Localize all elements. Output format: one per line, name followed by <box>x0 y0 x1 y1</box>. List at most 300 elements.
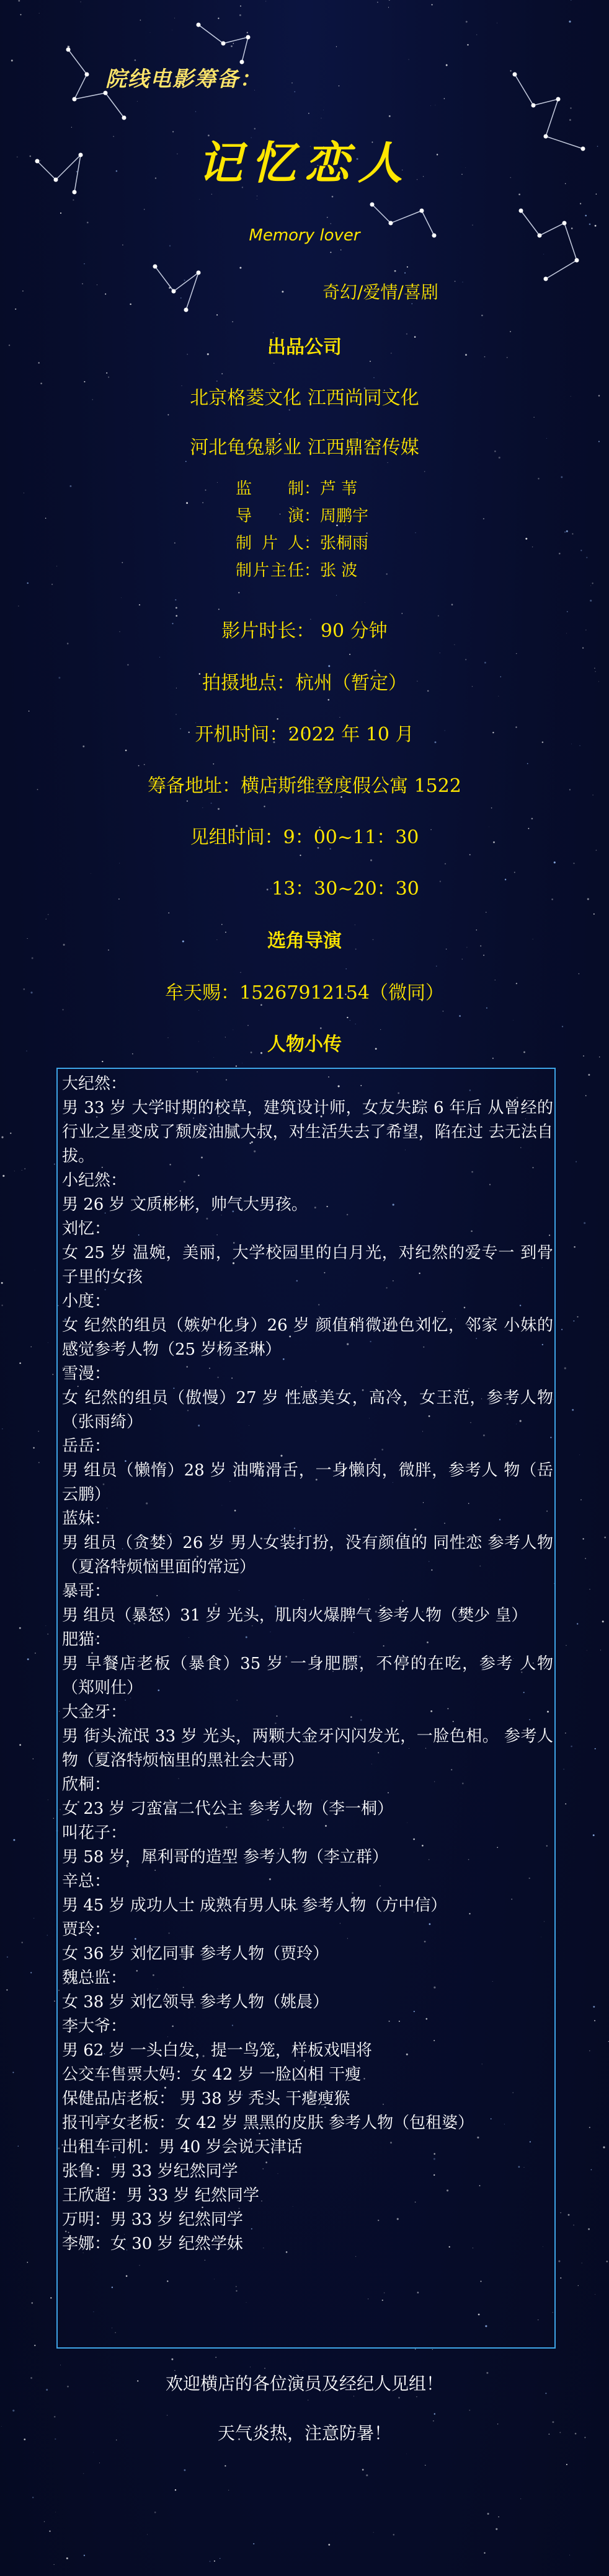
star <box>84 2555 85 2556</box>
bio-item <box>62 1700 553 1773</box>
star <box>184 279 185 281</box>
bio-item <box>62 2232 553 2256</box>
star <box>347 1017 348 1018</box>
star <box>144 764 145 765</box>
star <box>445 863 446 864</box>
bio-text: 男 早餐店老板（暴食）35 岁 一身肥膘，不停的在吃，参考 人物（郑则仕） <box>62 1655 553 1697</box>
star <box>373 377 374 378</box>
star <box>33 1918 34 1919</box>
star <box>484 2552 485 2554</box>
bio-item <box>62 2111 553 2135</box>
star <box>484 662 486 664</box>
bio-name: 欣桐： <box>62 1775 111 1794</box>
bio-text: 保健品店老板： 男 38 岁 秃头 干瘪瘦猴 <box>62 2090 350 2108</box>
star <box>15 309 16 310</box>
star <box>586 557 587 558</box>
star <box>538 478 539 479</box>
star <box>389 115 391 117</box>
bio-text: 出租车司机：男 40 岁会说天津话 <box>62 2138 303 2156</box>
star <box>14 1171 15 1172</box>
bio-name: 雪漫： <box>62 1365 111 1383</box>
star <box>169 245 171 247</box>
credit-role: 制片主任 <box>236 561 304 580</box>
company-line-1: 北京格菱文化 江西尚同文化 <box>190 387 419 409</box>
star <box>572 1409 574 1411</box>
star <box>168 912 169 913</box>
credit-sep: ： <box>304 534 321 553</box>
star <box>590 600 592 602</box>
star <box>211 802 212 804</box>
star <box>187 801 188 802</box>
star <box>561 476 562 478</box>
bio-text: 报刊亭女老板：女 42 岁 黑黑的皮肤 参考人物（包租婆） <box>62 2114 474 2132</box>
constellation-star <box>73 97 77 102</box>
star <box>492 1058 494 1059</box>
star <box>213 763 214 765</box>
star <box>393 2534 394 2535</box>
star <box>130 304 131 306</box>
star <box>387 462 388 463</box>
star <box>30 1972 32 1973</box>
star <box>240 6 241 7</box>
star <box>580 1500 582 1501</box>
star <box>386 573 388 574</box>
star <box>38 1462 40 1463</box>
star <box>589 2127 590 2128</box>
bio-name: 小纪然： <box>62 1171 127 1190</box>
star <box>466 21 468 23</box>
star <box>60 213 61 214</box>
star <box>69 485 71 487</box>
star <box>264 806 265 807</box>
star <box>593 913 595 915</box>
star <box>6 1989 7 1990</box>
constellation-star <box>85 73 89 77</box>
star <box>127 664 128 666</box>
bio-text: 男 组员（暴怒）31 岁 光头，肌肉火爆脾气 参考人物（樊少 皇） <box>62 1606 528 1625</box>
star <box>199 199 200 200</box>
star <box>589 223 591 225</box>
constellation-star <box>575 258 579 263</box>
star <box>527 763 528 764</box>
star <box>54 1164 55 1165</box>
star <box>487 2513 489 2515</box>
star <box>573 2225 574 2226</box>
star <box>54 2416 56 2418</box>
bio-item <box>62 2015 553 2063</box>
star <box>446 64 448 66</box>
meeting-time-morning: 见组时间：9：00~11：30 <box>190 827 419 848</box>
star <box>80 1 81 2</box>
bio-text: 李娜：女 30 岁 纪然学妹 <box>62 2235 243 2253</box>
constellation-star <box>420 209 424 213</box>
star <box>250 2367 251 2368</box>
bio-text: 女 纪然的组员（嫉妒化身）26 岁 颜值稍微逊色刘忆，邻家 小妹的感觉参考人物（25 岁杨圣琳） <box>62 1316 553 1359</box>
star <box>339 717 340 718</box>
star <box>33 1447 34 1448</box>
footer-reminder: 天气炎热，注意防暑！ <box>217 2423 391 2443</box>
footer-welcome: 欢迎横店的各位演员及经纪人见组！ <box>165 2373 443 2394</box>
star <box>44 2521 45 2522</box>
star <box>568 2214 570 2216</box>
star <box>38 362 40 363</box>
star <box>239 14 241 16</box>
star <box>328 665 330 667</box>
star <box>53 1818 54 1819</box>
star <box>554 861 556 863</box>
bio-item <box>62 2208 553 2232</box>
constellation-star <box>544 277 548 281</box>
star <box>221 373 223 374</box>
star <box>516 653 517 654</box>
star <box>588 1074 590 1076</box>
star <box>332 196 334 198</box>
star <box>66 2557 68 2559</box>
bio-name: 蓝妹： <box>62 1510 111 1528</box>
constellation-star <box>153 265 158 269</box>
star <box>584 1222 585 1224</box>
star <box>49 2531 50 2532</box>
star <box>562 1026 563 1027</box>
star <box>135 59 136 61</box>
bio-item <box>62 1362 553 1435</box>
bio-item <box>62 1628 553 1700</box>
star <box>22 291 24 292</box>
constellation-line <box>155 266 198 310</box>
star <box>559 553 561 555</box>
star <box>564 532 566 533</box>
star <box>454 644 455 645</box>
star <box>218 609 220 610</box>
bio-name: 魏总监： <box>62 1969 127 1987</box>
star <box>571 1746 572 1747</box>
star <box>54 2000 55 2002</box>
star <box>27 2262 28 2263</box>
bio-item <box>62 1072 553 1169</box>
bio-item <box>62 2063 553 2087</box>
star <box>574 1321 575 1322</box>
star <box>54 2564 55 2565</box>
bio-text: 女 23 岁 刁蛮富二代公主 参考人物（李一桐） <box>62 1800 394 1818</box>
star <box>455 281 456 282</box>
star <box>121 597 122 598</box>
movie-genre: 奇幻/爱情/喜剧 <box>322 282 438 302</box>
star <box>336 595 337 596</box>
star <box>122 562 123 563</box>
star <box>469 854 471 855</box>
constellation-star <box>184 308 189 312</box>
star <box>430 105 431 106</box>
star <box>328 2544 330 2546</box>
announcement: 院线电影筹备： <box>105 67 262 92</box>
star <box>247 32 248 33</box>
star <box>349 654 350 655</box>
star <box>593 1834 595 1836</box>
star <box>273 363 274 364</box>
star <box>330 252 331 253</box>
star <box>582 1538 584 1539</box>
star <box>184 2469 186 2471</box>
star <box>232 321 233 322</box>
star <box>588 2228 590 2230</box>
star <box>46 918 47 919</box>
star <box>398 2397 400 2399</box>
bio-text: 王欣超：男 33 岁 纪然同学 <box>62 2186 259 2205</box>
star <box>531 818 533 820</box>
star <box>211 194 212 195</box>
bio-text: 女 25 岁 温婉，美丽，大学校园里的白月光，对纪然的爱专一 到骨子里的女孩 <box>62 1244 553 1286</box>
constellation-star <box>66 48 71 52</box>
star <box>48 914 49 915</box>
star <box>19 1744 21 1746</box>
star <box>213 1057 214 1058</box>
bio-name: 李大爷： <box>62 2017 127 2036</box>
star <box>565 1803 566 1805</box>
star <box>105 294 106 295</box>
credit-name: 张桐雨 <box>320 534 369 553</box>
credit-row <box>236 476 357 499</box>
star <box>389 0 390 1</box>
constellation-star <box>197 23 201 27</box>
star <box>579 974 580 975</box>
bio-item <box>62 2087 553 2111</box>
credit-sep: ： <box>304 480 321 498</box>
movie-title: 记忆恋人 <box>197 136 411 189</box>
star <box>32 957 33 959</box>
star <box>476 34 477 35</box>
star <box>174 542 176 543</box>
star <box>216 380 218 382</box>
star <box>18 2146 19 2147</box>
bio-item <box>62 1169 553 1217</box>
star <box>2 1428 3 1430</box>
star <box>39 13 40 14</box>
credit-name: 芦 苇 <box>320 480 358 498</box>
star <box>175 2489 176 2490</box>
star <box>67 45 69 47</box>
star <box>1 1282 3 1284</box>
credit-row <box>236 530 368 553</box>
star <box>180 297 181 298</box>
star <box>373 2532 374 2533</box>
bio-text: 张鲁：男 33 岁纪然同学 <box>62 2162 238 2181</box>
star <box>13 1839 15 1841</box>
star <box>233 43 234 44</box>
bio-text: 女 36 岁 刘忆同事 参考人物（贾玲） <box>62 1945 329 1963</box>
star <box>434 2413 435 2414</box>
constellation-star <box>172 289 176 294</box>
star <box>370 361 371 362</box>
star <box>327 699 329 701</box>
star <box>573 863 574 864</box>
star <box>50 2297 51 2298</box>
star <box>140 20 141 21</box>
star <box>51 584 53 585</box>
bio-text: 男 62 岁 一头白发，提一鸟笼，样板戏唱将 <box>62 2041 372 2060</box>
star <box>534 417 535 418</box>
star <box>205 490 207 491</box>
star <box>47 1633 48 1635</box>
star <box>47 1935 48 1936</box>
bio-item <box>62 1821 553 1870</box>
star <box>467 44 468 45</box>
credit-role: 导演 <box>236 507 304 525</box>
star <box>265 1 266 2</box>
star <box>415 532 416 534</box>
star <box>574 1246 576 1248</box>
bio-item <box>62 1217 553 1290</box>
bio-name: 小度： <box>62 1292 111 1311</box>
star <box>46 1625 47 1626</box>
bio-name: 刘忆： <box>62 1220 111 1238</box>
star <box>604 1537 606 1539</box>
star <box>336 46 337 47</box>
star <box>444 98 445 99</box>
star <box>224 2465 226 2466</box>
star <box>154 2512 156 2513</box>
star <box>560 2277 561 2279</box>
bio-text: 男 33 岁 大学时期的校草，建筑设计师，女友失踪 6 年后 从曾经的行业之星变成了颓废油腻大叔，对生活失去了希望，陷在过 去无法自拔。 <box>62 1099 553 1166</box>
star <box>27 1658 29 1660</box>
star <box>29 711 30 712</box>
bio-item <box>62 2184 553 2208</box>
star <box>12 2410 14 2412</box>
constellation-line <box>521 211 577 279</box>
bio-name: 岳岳： <box>62 1437 111 1456</box>
constellation-star <box>197 271 201 275</box>
bio-text: 女 纪然的组员（傲慢）27 岁 性感美女，高冷，女王范，参考人物（张雨绮） <box>62 1389 553 1431</box>
bio-item <box>62 1507 553 1580</box>
star <box>45 518 47 519</box>
credit-sep: ： <box>304 561 321 580</box>
star <box>1 1304 2 1306</box>
star <box>585 215 587 217</box>
star <box>217 482 218 483</box>
star <box>218 808 220 810</box>
star <box>82 283 83 284</box>
star <box>472 225 473 226</box>
star <box>596 850 597 851</box>
star <box>150 32 151 33</box>
constellation-star <box>122 116 127 120</box>
bio-name: 大纪然： <box>62 1075 127 1093</box>
star <box>106 372 107 374</box>
credit-name: 周鹏宇 <box>320 507 369 525</box>
star <box>198 1010 199 1011</box>
star <box>514 872 515 873</box>
star <box>62 1009 63 1010</box>
constellation-star <box>221 42 226 46</box>
star <box>125 750 127 752</box>
star <box>570 107 571 108</box>
star <box>585 1558 586 1559</box>
star <box>137 101 138 102</box>
star <box>32 2497 33 2498</box>
bio-text: 男 组员（贪婪）26 岁 男人女装打扮，没有颜值的 同性恋 参考人物（夏洛特烦恼里面的常远） <box>62 1534 553 1576</box>
star <box>432 4 433 6</box>
star <box>440 881 441 882</box>
bio-item <box>62 1773 553 1821</box>
star <box>108 377 109 378</box>
star <box>569 2555 570 2556</box>
constellation-star <box>531 103 536 108</box>
constellation-star <box>519 209 523 213</box>
credit-sep: ： <box>304 507 321 525</box>
star <box>239 267 241 269</box>
star <box>580 203 581 204</box>
star <box>93 2452 94 2453</box>
star <box>22 1942 23 1943</box>
constellation-star <box>370 203 375 207</box>
star <box>481 315 483 317</box>
movie-subtitle: Memory lover <box>249 226 360 245</box>
star <box>459 1015 461 1017</box>
star <box>185 461 187 462</box>
star <box>24 1168 25 1169</box>
star <box>370 859 372 861</box>
star <box>176 607 177 609</box>
star <box>596 193 597 195</box>
star <box>139 604 140 605</box>
star <box>594 2020 595 2021</box>
star <box>35 1653 36 1654</box>
star <box>73 200 74 201</box>
bio-item <box>62 1435 553 1507</box>
star <box>19 1627 21 1629</box>
star <box>118 899 120 900</box>
constellation-star <box>246 35 251 40</box>
star <box>83 2473 84 2474</box>
bio-text: 公交车售票大妈：女 42 岁 一脸凶相 干瘦 <box>62 2065 362 2084</box>
star <box>282 291 283 292</box>
star <box>209 2561 210 2562</box>
star <box>451 604 453 605</box>
start-time: 开机时间：2022 年 10 月 <box>195 724 414 745</box>
star <box>236 1065 237 1066</box>
star <box>214 2561 215 2562</box>
star <box>469 2410 470 2411</box>
credit-row <box>236 503 368 526</box>
constellation-star <box>513 73 517 77</box>
star <box>247 1025 248 1026</box>
bio-item <box>62 1870 553 1918</box>
star <box>377 2 378 3</box>
company-line-2: 河北龟兔影业 江西鼎窑传媒 <box>190 437 419 459</box>
star <box>119 863 120 864</box>
star <box>432 2349 433 2350</box>
star <box>577 1316 578 1317</box>
constellation-star <box>389 221 393 226</box>
star <box>300 855 301 856</box>
star <box>402 613 403 614</box>
star <box>174 18 175 19</box>
star <box>27 582 28 584</box>
star <box>362 2469 364 2471</box>
bio-name: 贾玲： <box>62 1920 111 1939</box>
star <box>167 414 169 415</box>
star <box>231 45 233 47</box>
bio-item <box>62 1966 553 2015</box>
star <box>486 1008 487 1009</box>
bio-name: 辛总： <box>62 1872 111 1891</box>
star <box>510 70 511 71</box>
star <box>606 2261 608 2262</box>
film-duration: 影片时长： 90 分钟 <box>221 620 388 642</box>
star <box>558 2260 560 2262</box>
constellation-star <box>556 97 561 102</box>
star <box>406 2454 407 2455</box>
star <box>366 2474 368 2476</box>
